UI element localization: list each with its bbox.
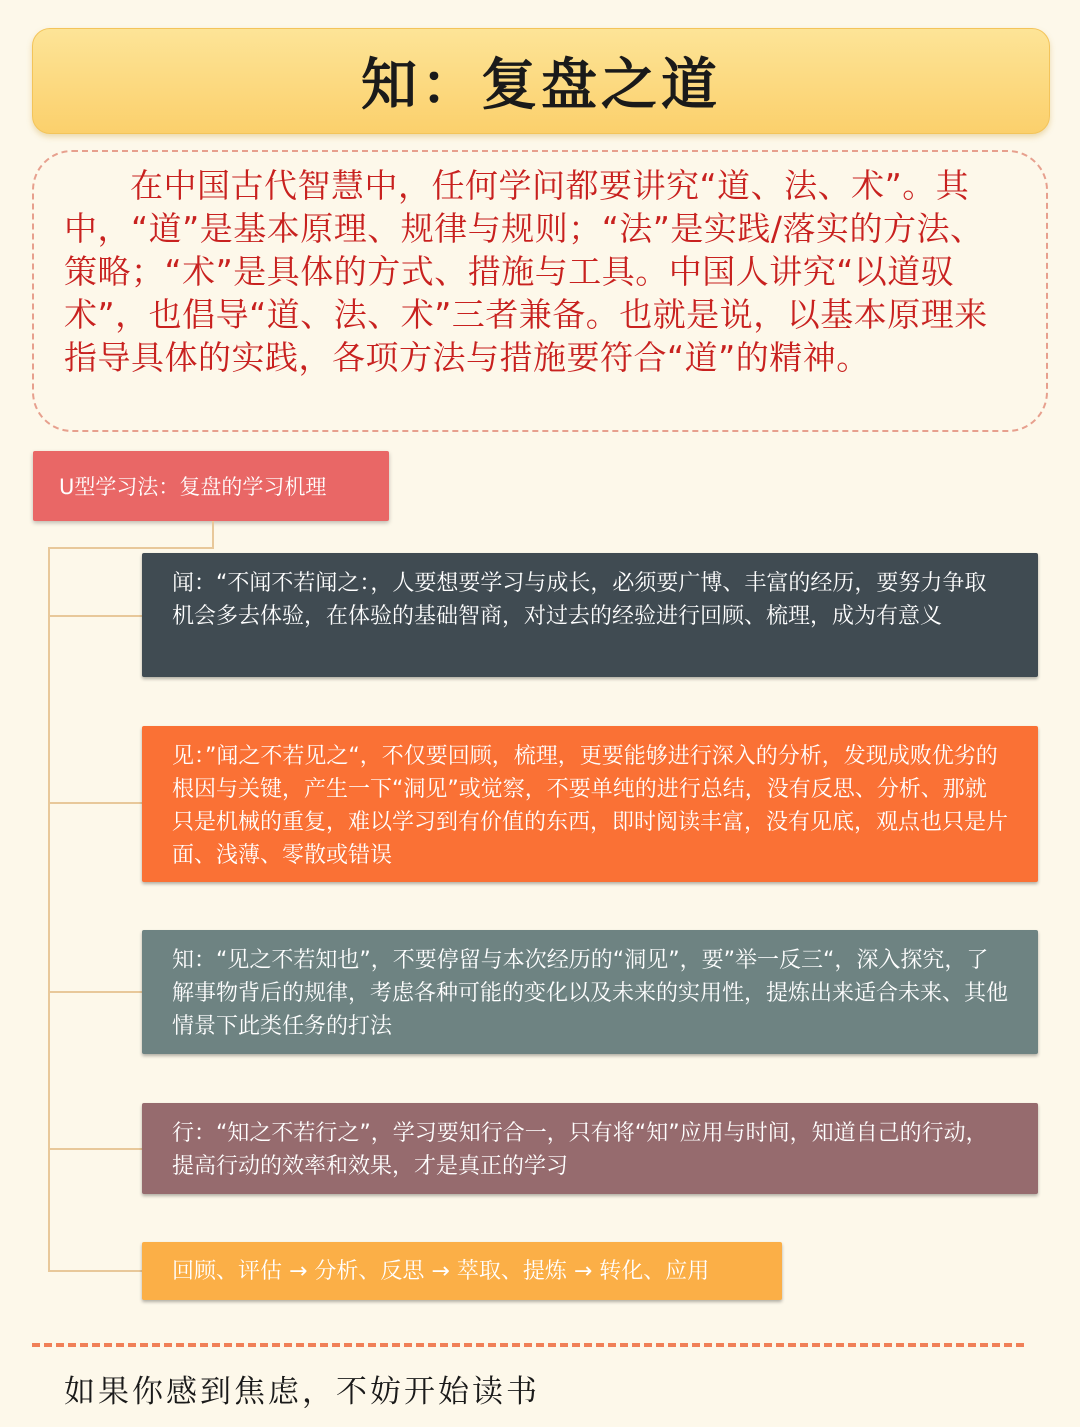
title-banner bbox=[32, 28, 1050, 134]
card-xing bbox=[142, 1103, 1038, 1194]
section-header: U型学习法：复盘的学习机理 bbox=[33, 451, 389, 521]
card-wen-text: 闻：“不闻不若闻之：，人要想要学习与成长，必须要广博、丰富的经历，要努力争取机会多去体验，在体验的基础智商，对过去的经验进行回顾、梳理，成为有意义 bbox=[172, 571, 987, 629]
card-flow-text: 回顾、评估 → 分析、反思 → 萃取、提炼 → 转化、应用 bbox=[172, 1258, 710, 1284]
intro-box bbox=[32, 150, 1048, 432]
intro-text: 在中国古代智慧中，任何学问都要讲究“道、法、术”。其中，“道”是基本原理、规律与规则；“法”是实践/落实的方法、策略；“术”是具体的方式、措施与工具。中国人讲究“以道驭术”，也倡导“道、法、术”三者兼备。也就是说，以基本原理来指导具体的实践，各项方法与措施要符合“道”的精神。 bbox=[64, 166, 988, 377]
tree-connector-trunk bbox=[48, 547, 50, 1272]
tree-branch-xing bbox=[48, 1148, 142, 1150]
tree-branch-flow bbox=[48, 1270, 142, 1272]
tree-branch-wen bbox=[48, 615, 142, 617]
footer-text: 如果你感到焦虑，不妨开始读书 bbox=[64, 1374, 540, 1410]
tree-connector-top bbox=[48, 547, 214, 549]
tree-connector-stub bbox=[212, 521, 214, 548]
card-flow bbox=[142, 1242, 782, 1300]
card-jian bbox=[142, 726, 1038, 882]
divider bbox=[32, 1343, 1024, 1347]
tree-branch-zhi bbox=[48, 991, 142, 993]
card-jian-text: 见：”闻之不若见之“，不仅要回顾，梳理，更要能够进行深入的分析，发现成败优劣的根因与关键，产生一下“洞见”或觉察，不要单纯的进行总结，没有反思、分析、那就只是机械的重复，难以学习到有价值的东西，即时阅读丰富，没有见底，观点也只是片面、浅薄、零散或错误 bbox=[172, 744, 1009, 868]
card-xing-text: 行：“知之不若行之”，学习要知行合一，只有将“知”应用与时间，知道自己的行动，提高行动的效率和效果，才是真正的学习 bbox=[172, 1121, 988, 1179]
page-title: 知：复盘之道 bbox=[361, 53, 721, 118]
card-zhi-text: 知：“见之不若知也”，不要停留与本次经历的“洞见”，要”举一反三“，深入探究，了解事物背后的规律，考虑各种可能的变化以及未来的实用性，提炼出来适合未来、其他情景下此类任务的打法 bbox=[172, 948, 1009, 1039]
card-wen bbox=[142, 553, 1038, 677]
card-zhi bbox=[142, 930, 1038, 1054]
tree-branch-jian bbox=[48, 802, 142, 804]
